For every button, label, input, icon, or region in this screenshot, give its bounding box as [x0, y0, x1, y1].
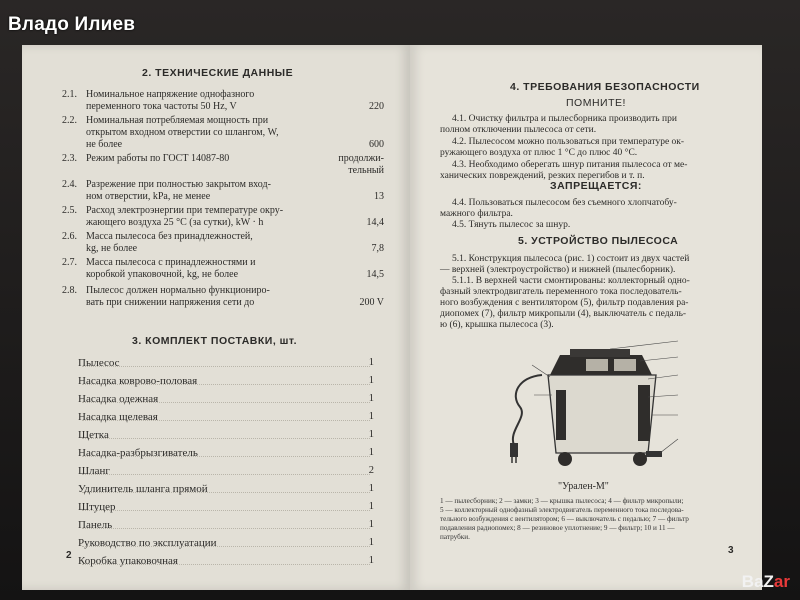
- kit-row: [22, 357, 410, 371]
- spec-text-line: жающего воздуха 25 °C (за сутки), kW · h: [86, 217, 264, 228]
- safety-rule-line: 4.1. Очистку фильтра и пылесборника производить при: [452, 114, 677, 124]
- kit-item-qty: 1: [368, 357, 374, 368]
- kit-item-qty: 1: [368, 501, 374, 512]
- spec-value: 220: [369, 101, 384, 112]
- kit-row: [22, 465, 410, 479]
- spec-value: 600: [369, 139, 384, 150]
- spec-number: 2.6.: [62, 231, 77, 242]
- kit-item-name: Насадка одежная: [78, 393, 159, 405]
- description-line: 5.1. Конструкция пылесоса (рис. 1) состоит из двух частей: [452, 254, 690, 264]
- legend-line: 5 — коллекторный однофазный электродвигатель переменного тока последова-: [440, 506, 684, 514]
- spec-value: продолжи- тельный: [338, 153, 384, 176]
- safety-rule-line: ханических повреждений, резких перегибов и т. п.: [440, 171, 645, 181]
- kit-item-name: Коробка упаковочная: [78, 555, 178, 567]
- kit-dotted-leader: [82, 438, 370, 439]
- spec-number: 2.8.: [62, 285, 77, 296]
- kit-item-name: Панель: [78, 519, 113, 531]
- section2-title: 2. ТЕХНИЧЕСКИЕ ДАННЫЕ: [142, 67, 294, 79]
- spec-value: 14,5: [366, 269, 384, 280]
- description-line: 5.1.1. В верхней части смонтированы: коллекторный одно-: [452, 276, 690, 286]
- kit-item-name: Насадка-разбрызгиватель: [78, 447, 198, 459]
- forbidden-heading: ЗАПРЕЩАЕТСЯ:: [550, 180, 642, 192]
- kit-dotted-leader: [82, 366, 370, 367]
- kit-row: [22, 537, 410, 551]
- legend-line: 1 — пылесборник; 2 — замки; 3 — крышка пылесоса; 4 — фильтр микропыли;: [440, 497, 684, 505]
- spec-value: 7,8: [371, 243, 384, 254]
- description-line: ного возбуждения с вентилятором (5), фильтр подавления ра-: [440, 298, 689, 308]
- kit-dotted-leader: [82, 474, 370, 475]
- logo-main: BaZ: [741, 572, 774, 591]
- kit-row: [22, 393, 410, 407]
- spec-text-line: вать при снижении напряжения сети до: [86, 297, 255, 308]
- safety-rule-line: 4.3. Необходимо оберегать шнур питания пылесоса от ме-: [452, 160, 688, 170]
- spec-number: 2.3.: [62, 153, 77, 164]
- description-line: ю (6), крышка пылесоса (3).: [440, 320, 554, 330]
- kit-row: [22, 375, 410, 389]
- description-line: — верхней (электроустройство) и нижней (пылесборник).: [440, 265, 676, 275]
- kit-row: [22, 483, 410, 497]
- kit-item-name: Щетка: [78, 429, 109, 441]
- section3-title: 3. КОМПЛЕКТ ПОСТАВКИ, шт.: [132, 335, 298, 347]
- safety-rule-line: полном отключении пылесоса от сети.: [440, 125, 597, 135]
- spec-text-line: переменного тока частоты 50 Hz, V: [86, 101, 237, 112]
- kit-item-qty: 1: [368, 447, 374, 458]
- safety-rule-line: ружающего воздуха от плюс 1 °C до плюс 40 °C.: [440, 148, 638, 158]
- kit-item-qty: 1: [368, 375, 374, 386]
- kit-item-qty: 1: [368, 537, 374, 548]
- spec-number: 2.2.: [62, 115, 77, 126]
- spec-text-line: не более: [86, 139, 123, 150]
- spec-text-line: Номинальная потребляемая мощность при: [86, 115, 269, 126]
- left-page: [22, 45, 410, 590]
- spec-text-line: kg, не более: [86, 243, 138, 254]
- kit-item-name: Шланг: [78, 465, 110, 477]
- legend-line: подавления радиопомех; 8 — резиновое уплотнение; 9 — фильтр; 10 и 11 —: [440, 524, 675, 532]
- section4-title: 4. ТРЕБОВАНИЯ БЕЗОПАСНОСТИ: [510, 81, 700, 93]
- kit-item-qty: 1: [368, 429, 374, 440]
- safety-rule-line: 4.2. Пылесосом можно пользоваться при температуре ок-: [452, 137, 685, 147]
- kit-item-name: Насадка щелевая: [78, 411, 158, 423]
- spec-text-line: Режим работы по ГОСТ 14087-80: [86, 153, 230, 164]
- vacuum-cleaner-figure: [410, 335, 762, 475]
- logo-accent: ar: [773, 572, 790, 591]
- spec-text-line: Масса пылесоса с принадлежностями и: [86, 257, 256, 268]
- description-line: диопомех (7), фильтр микропыли (4), выключатель с педаль-: [440, 309, 687, 319]
- kit-row: [22, 411, 410, 425]
- forbidden-rule-line: мажного фильтра.: [440, 209, 513, 219]
- spec-text-line: открытом входном отверстии со шлангом, W,: [86, 127, 279, 138]
- kit-item-qty: 1: [368, 519, 374, 530]
- spec-text-line: коробкой упаковочной, kg, не более: [86, 269, 239, 280]
- kit-dotted-leader: [82, 528, 370, 529]
- spec-text-line: Расход электроэнергии при температуре окру-: [86, 205, 284, 216]
- kit-row: [22, 447, 410, 461]
- spec-number: 2.1.: [62, 89, 77, 100]
- spec-number: 2.4.: [62, 179, 77, 190]
- spec-text-line: Масса пылесоса без принадлежностей,: [86, 231, 253, 242]
- spec-text-line: ном отверстии, kPa, не менее: [86, 191, 211, 202]
- spec-value: 200 V: [359, 297, 384, 308]
- legend-line: патрубки.: [440, 533, 470, 541]
- spec-value: 13: [374, 191, 384, 202]
- kit-item-name: Штуцер: [78, 501, 116, 513]
- kit-item-qty: 1: [368, 393, 374, 404]
- kit-item-qty: 1: [368, 555, 374, 566]
- figure-caption: "Урален-М": [558, 481, 609, 492]
- forbidden-rule-line: 4.4. Пользоваться пылесосом без съемного хлопчатобу-: [452, 198, 677, 208]
- kit-row: [22, 429, 410, 443]
- remember-heading: ПОМНИТЕ!: [566, 97, 626, 109]
- page-number-left: 2: [66, 550, 72, 561]
- spec-text-line: Пылесос должен нормально функциониро-: [86, 285, 270, 296]
- kit-item-name: Руководство по эксплуатации: [78, 537, 217, 549]
- kit-item-name: Пылесос: [78, 357, 120, 369]
- spec-value: 14,4: [366, 217, 384, 228]
- section5-title: 5. УСТРОЙСТВО ПЫЛЕСОСА: [518, 235, 679, 247]
- spec-text-line: Номинальное напряжение однофазного: [86, 89, 255, 100]
- spec-number: 2.5.: [62, 205, 77, 216]
- watermark-text: Владо Илиев: [8, 14, 136, 35]
- site-logo: [742, 572, 790, 592]
- kit-item-name: Удлинитель шланга прямой: [78, 483, 208, 495]
- page-number-right: 3: [728, 545, 734, 556]
- kit-dotted-leader: [82, 510, 370, 511]
- spec-text-line: Разрежение при полностью закрытом вход-: [86, 179, 271, 190]
- right-page: [410, 45, 762, 590]
- kit-row: [22, 519, 410, 533]
- legend-line: тельного возбуждения с вентилятором; 6 — выключатель с педалью; 7 — фильтр: [440, 515, 689, 523]
- description-line: фазный электродвигатель переменного тока последователь-: [440, 287, 682, 297]
- forbidden-rule-line: 4.5. Тянуть пылесос за шнур.: [452, 220, 571, 230]
- kit-item-qty: 1: [368, 483, 374, 494]
- spec-number: 2.7.: [62, 257, 77, 268]
- kit-item-qty: 2: [368, 465, 374, 476]
- kit-row: [22, 555, 410, 569]
- kit-item-name: Насадка ковровo-половая: [78, 375, 198, 387]
- kit-row: [22, 501, 410, 515]
- kit-item-qty: 1: [368, 411, 374, 422]
